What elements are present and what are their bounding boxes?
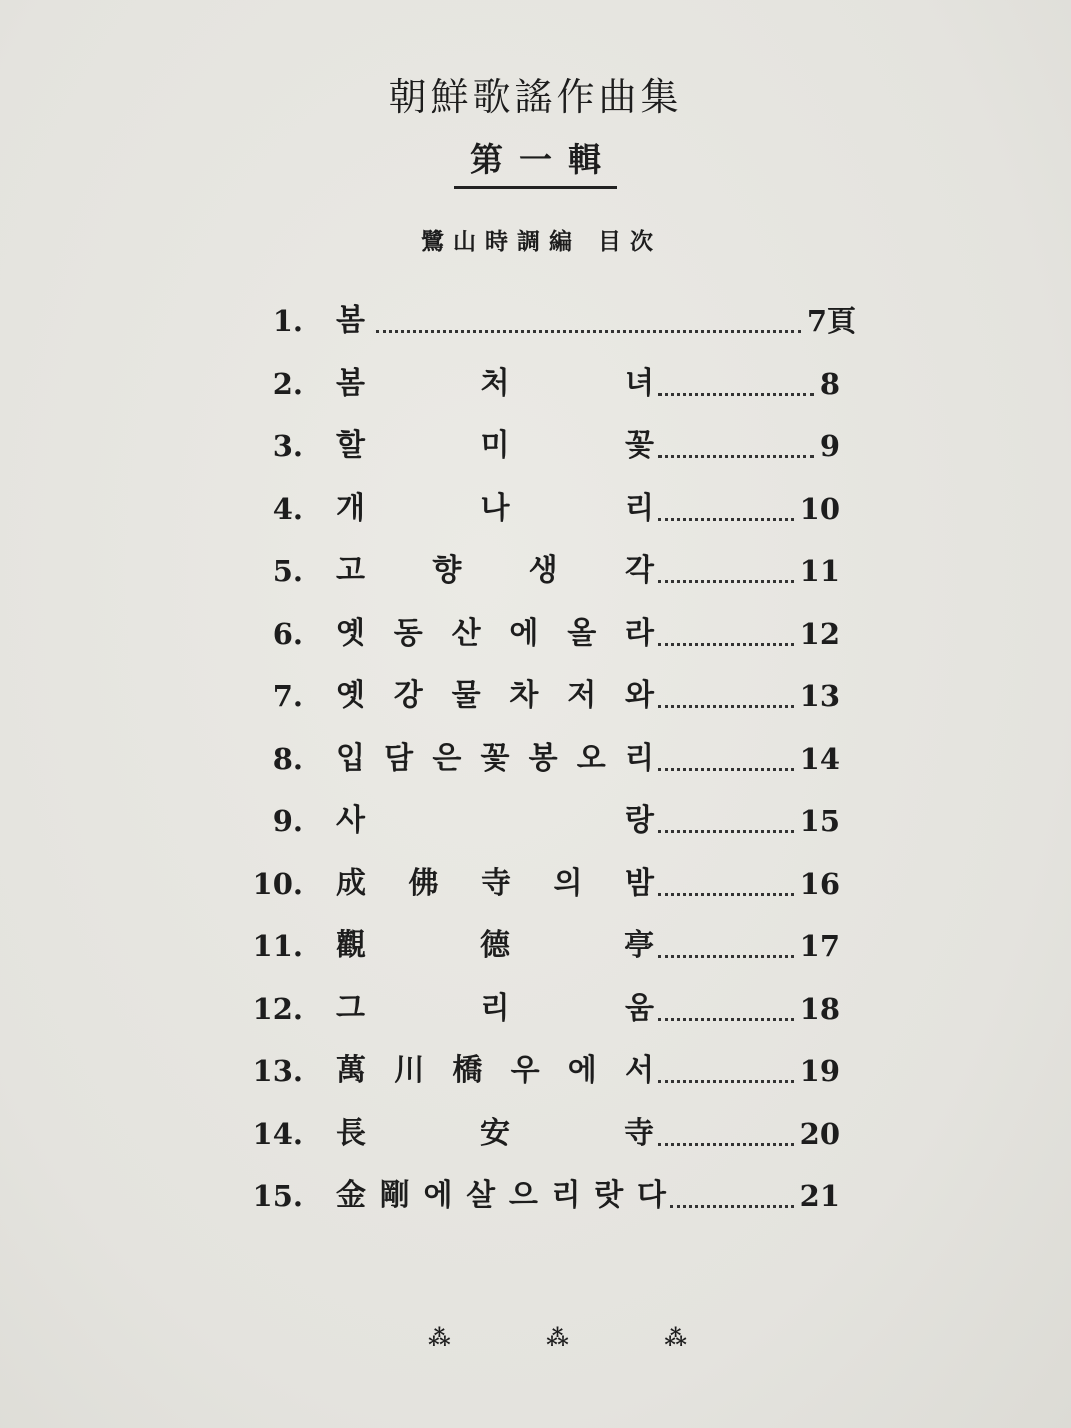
toc-leader-dots	[658, 393, 814, 396]
toc-leader-dots	[658, 705, 794, 708]
toc-entry-number: 15.	[252, 1179, 303, 1213]
toc-row	[0, 923, 1071, 969]
toc-entry-title: 觀 德 亭	[336, 928, 654, 963]
toc-entry-number: 14.	[252, 1116, 303, 1151]
toc-entry-number: 8.	[272, 741, 303, 776]
volume-subtitle: 第一輯	[454, 140, 617, 189]
toc-leader-dots	[658, 893, 794, 896]
toc-entry-number: 9.	[272, 804, 303, 838]
toc-row	[0, 673, 1071, 719]
toc-entry-page: 12	[799, 616, 840, 651]
toc-entry-number: 12.	[252, 991, 303, 1026]
toc-entry-page: 8	[819, 366, 840, 401]
toc-entry-title: 봄 처 녀	[336, 365, 654, 401]
toc-entry-page: 19	[799, 1054, 840, 1088]
toc-entry-page: 20	[799, 1116, 840, 1151]
toc-entry-page: 9	[819, 429, 840, 463]
toc-leader-dots	[658, 1080, 794, 1083]
toc-entry-title: 사 랑	[336, 803, 654, 838]
toc-row	[0, 486, 1071, 532]
book-title: 朝鮮歌謠作曲集	[388, 75, 683, 119]
toc-entry-page: 7頁	[806, 304, 856, 338]
toc-row	[0, 423, 1071, 469]
toc-entry-page: 16	[799, 866, 840, 901]
toc-entry-page: 10	[799, 491, 840, 526]
toc-row	[0, 1173, 1071, 1219]
toc-entry-number: 13.	[252, 1054, 303, 1088]
toc-entry-title: 옛 강 물 차 저 와	[336, 678, 654, 713]
toc-heading: 鷺山時調編 目次	[420, 228, 662, 255]
toc-leader-dots	[658, 455, 814, 458]
toc-entry-title: 萬 川 橋 우 에 서	[336, 1053, 654, 1088]
toc-entry-number: 3.	[272, 429, 303, 463]
toc-row	[0, 611, 1071, 657]
toc-entry-title: 長 安 寺	[336, 1115, 654, 1151]
toc-row	[0, 1111, 1071, 1157]
toc-entry-title: 고 향 생 각	[336, 553, 654, 588]
toc-entry-page: 13	[799, 679, 840, 713]
toc-row	[0, 548, 1071, 594]
toc-row	[0, 861, 1071, 907]
toc-entry-number: 11.	[252, 929, 303, 963]
toc-entry-page: 15	[799, 804, 840, 838]
toc-entry-title: 成 佛 寺 의 밤	[336, 865, 654, 901]
toc-row	[0, 798, 1071, 844]
toc-entry-number: 7.	[272, 679, 303, 713]
toc-entry-number: 2.	[272, 366, 303, 401]
toc-entry-number: 10.	[252, 866, 303, 901]
toc-entry-page: 14	[799, 741, 840, 776]
toc-row	[0, 298, 1071, 344]
toc-entry-title: 옛 동 산 에 올 라	[336, 615, 654, 651]
toc-entry-title: 金 剛 에 살 으 리 랏 다	[336, 1178, 666, 1213]
toc-leader-dots	[658, 580, 794, 583]
toc-leader-dots	[658, 1143, 794, 1146]
toc-entry-number: 4.	[272, 491, 303, 526]
toc-entry-title: 그 리 움	[336, 990, 654, 1026]
toc-leader-dots	[658, 768, 794, 771]
subtitle-wrap	[0, 140, 1071, 189]
ornament-stars: ⁂ ⁂ ⁂	[428, 1325, 731, 1351]
toc-leader-dots	[658, 830, 794, 833]
toc-entry-title: 개 나 리	[336, 490, 654, 526]
toc-leader-dots	[376, 330, 801, 333]
toc-entry-number: 6.	[272, 616, 303, 651]
toc-leader-dots	[658, 1018, 794, 1021]
toc-leader-dots	[658, 518, 794, 521]
toc-row	[0, 986, 1071, 1032]
toc-entry-title: 할 미 꽃	[336, 428, 654, 463]
toc-row	[0, 736, 1071, 782]
toc-leader-dots	[670, 1205, 794, 1208]
toc-row	[0, 361, 1071, 407]
toc-entry-title: 봄	[336, 303, 365, 338]
toc-entry-number: 1.	[272, 304, 303, 338]
toc-entry-page: 18	[799, 991, 840, 1026]
toc-entry-page: 17	[799, 929, 840, 963]
toc-leader-dots	[658, 955, 794, 958]
toc-leader-dots	[658, 643, 794, 646]
toc-entry-title: 입 담 은 꽃 봉 오 리	[336, 740, 654, 776]
toc-entry-page: 11	[799, 554, 840, 588]
toc-entry-number: 5.	[272, 554, 303, 588]
toc-row	[0, 1048, 1071, 1094]
toc-entry-page: 21	[799, 1179, 840, 1213]
